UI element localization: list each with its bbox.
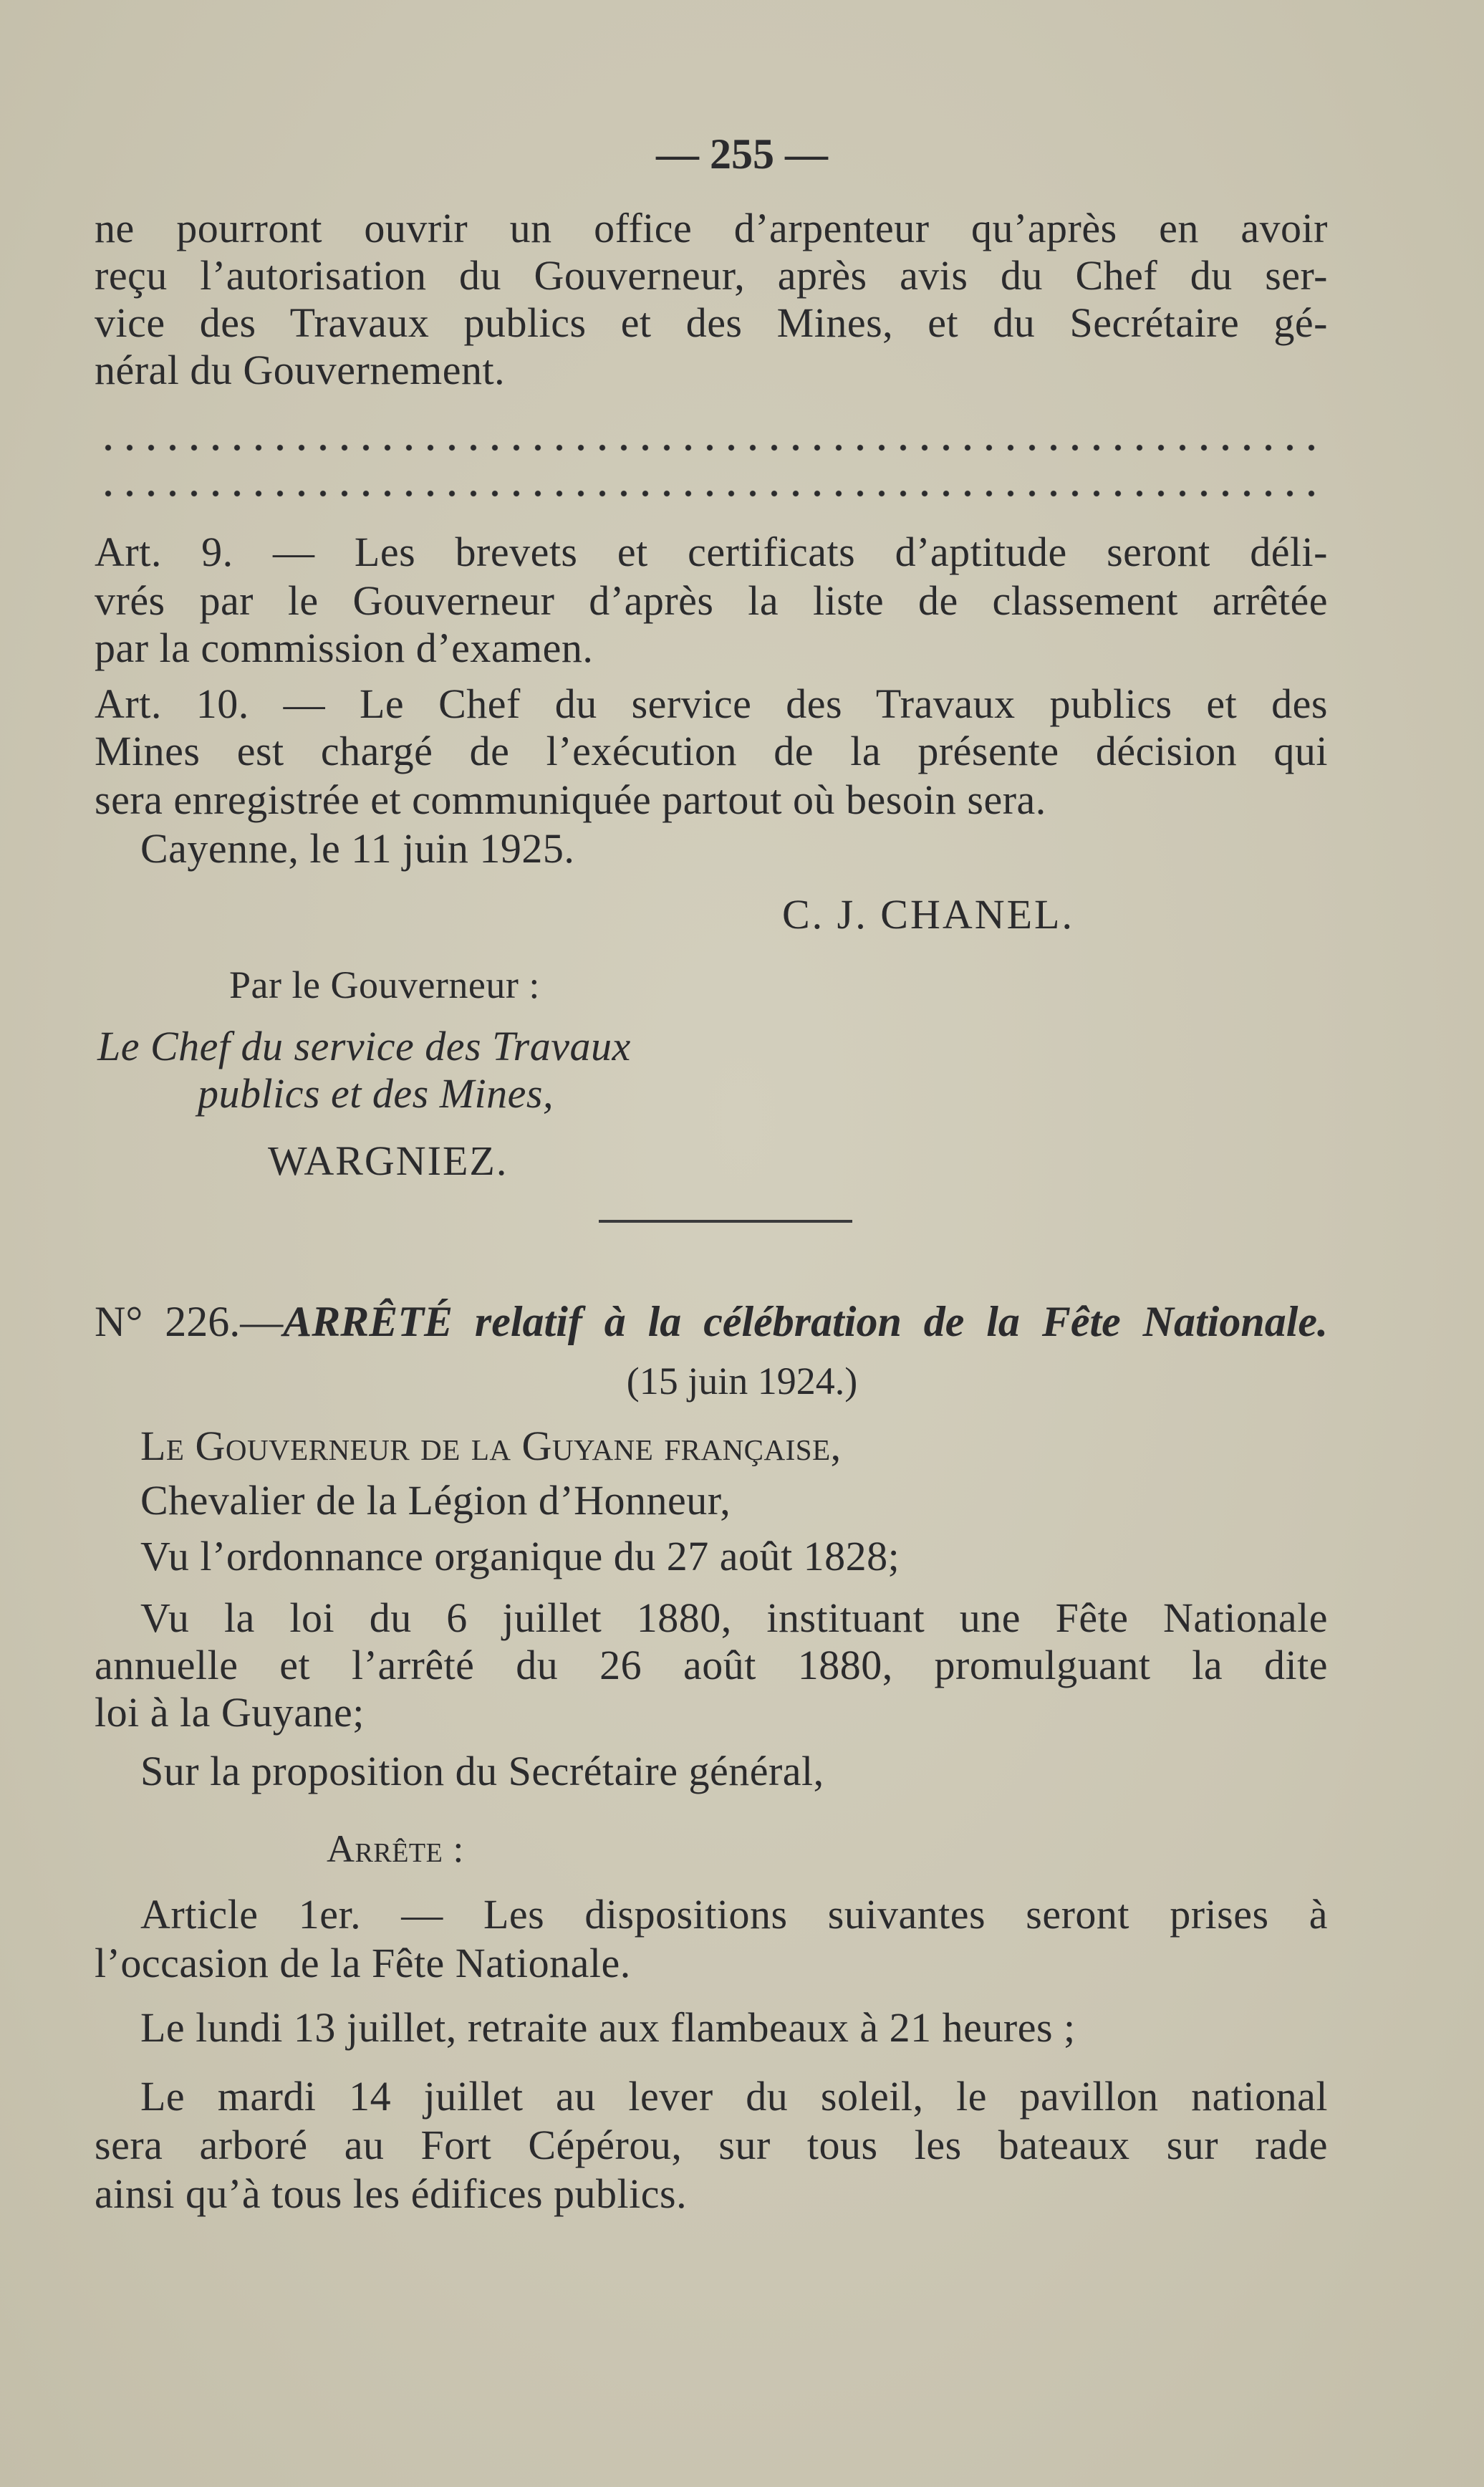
section-divider-rule bbox=[599, 1220, 852, 1223]
chef-name-wargniez: WARGNIEZ. bbox=[268, 1137, 509, 1184]
arrete-heading bbox=[95, 1297, 1328, 1347]
art9-line-1: Art. 9. — Les brevets et certificats d’aptitude seront déli- bbox=[95, 529, 1328, 575]
preamble-chevalier: Chevalier de la Légion d’Honneur, bbox=[140, 1477, 731, 1524]
article1-line-1: Article 1er. — Les dispositions suivantes seront prises à bbox=[140, 1891, 1328, 1938]
top-paragraph-line-1: ne pourront ouvrir un office d’arpenteur qu’après en avoir bbox=[95, 205, 1328, 251]
arrete-number: N° 226.— bbox=[95, 1298, 284, 1345]
chef-title-line-1: Le Chef du service des Travaux bbox=[97, 1023, 631, 1069]
lundi-line: Le lundi 13 juillet, retraite aux flambeaux à 21 heures ; bbox=[140, 2004, 1076, 2051]
preamble-sur-proposition: Sur la proposition du Secrétaire général, bbox=[140, 1748, 824, 1794]
article1-line-2: l’occasion de la Fête Nationale. bbox=[95, 1940, 631, 1986]
arrete-title: ARRÊTÉ relatif à la célébration de la Fête Nationale. bbox=[283, 1298, 1329, 1345]
top-paragraph-line-3: vice des Travaux publics et des Mines, et du Secrétaire gé- bbox=[95, 299, 1328, 346]
art9-line-3: par la commission d’examen. bbox=[95, 625, 594, 671]
ellipsis-dots-row-2 bbox=[97, 490, 1326, 497]
page-number: — 255 — bbox=[656, 130, 828, 178]
art10-line-1: Art. 10. — Le Chef du service des Travaux publics et des bbox=[95, 680, 1328, 727]
ellipsis-dots-row-1 bbox=[97, 444, 1326, 451]
preamble-vu-loi-line-3: loi à la Guyane; bbox=[95, 1689, 365, 1736]
signature-chanel: C. J. CHANEL. bbox=[782, 891, 1074, 938]
art10-line-3: sera enregistrée et communiquée partout où besoin sera. bbox=[95, 776, 1046, 823]
mardi-line-2: sera arboré au Fort Cépérou, sur tous les bateaux sur rade bbox=[95, 2122, 1328, 2168]
art10-line-2: Mines est chargé de l’exécution de la présente décision qui bbox=[95, 728, 1328, 774]
mardi-line-1: Le mardi 14 juillet au lever du soleil, le pavillon national bbox=[140, 2073, 1328, 2120]
preamble-vu-loi-line-2: annuelle et l’arrêté du 26 août 1880, promulguant la dite bbox=[95, 1642, 1328, 1688]
arrete-date: (15 juin 1924.) bbox=[626, 1360, 858, 1403]
par-le-gouverneur: Par le Gouverneur : bbox=[229, 963, 540, 1006]
chef-title-line-2: publics et des Mines, bbox=[198, 1070, 554, 1117]
place-date: Cayenne, le 11 juin 1925. bbox=[140, 825, 575, 872]
top-paragraph-line-4: néral du Gouvernement. bbox=[95, 347, 506, 393]
top-paragraph-line-2: reçu l’autorisation du Gouverneur, après avis du Chef du ser- bbox=[95, 252, 1328, 299]
preamble-governor: Le Gouverneur de la Guyane française, bbox=[140, 1423, 842, 1469]
arrete-label: Arrête : bbox=[327, 1827, 464, 1870]
art9-line-2: vrés par le Gouverneur d’après la liste de classement arrêtée bbox=[95, 577, 1328, 624]
preamble-vu-loi-line-1: Vu la loi du 6 juillet 1880, instituant une Fête Nationale bbox=[140, 1594, 1328, 1641]
mardi-line-3: ainsi qu’à tous les édifices publics. bbox=[95, 2170, 688, 2217]
preamble-vu-ordonnance: Vu l’ordonnance organique du 27 août 1828; bbox=[140, 1533, 900, 1579]
